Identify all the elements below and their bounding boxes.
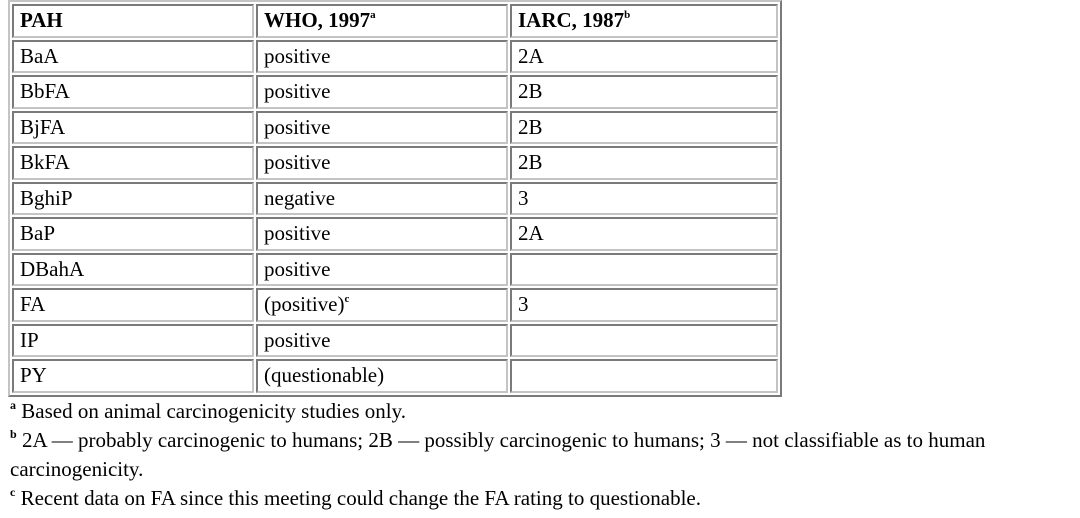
cell-who-footnote-mark: c: [344, 293, 350, 306]
table-row: [12, 253, 778, 287]
cell-pah: BbFA: [12, 75, 254, 109]
cell-who: [256, 217, 508, 251]
cell-who-value: (positive): [264, 292, 345, 317]
footnote-b-mark: b: [10, 427, 17, 441]
cell-who-value: positive: [264, 327, 331, 352]
cell-who: [256, 40, 508, 74]
footnote-c-text: Recent data on FA since this meeting could change the FA rating to questionable.: [15, 486, 701, 510]
cell-who: [256, 146, 508, 180]
cell-who-value: positive: [264, 221, 331, 246]
cell-iarc: [510, 324, 778, 358]
table-row: [12, 182, 778, 216]
cell-pah: BghiP: [12, 182, 254, 216]
header-pah-label: PAH: [20, 8, 63, 33]
cell-iarc: 2B: [510, 111, 778, 145]
footnote-c-mark: c: [10, 485, 16, 499]
cell-who-value: positive: [264, 114, 331, 139]
cell-pah: BjFA: [12, 111, 254, 145]
table-row: [12, 324, 778, 358]
cell-iarc: [510, 253, 778, 287]
cell-pah: PY: [12, 359, 254, 393]
table-row: [12, 217, 778, 251]
footnote-b: [10, 426, 1080, 484]
cell-iarc: 2B: [510, 146, 778, 180]
cell-pah: BaP: [12, 217, 254, 251]
table-footnotes: [10, 397, 1080, 513]
cell-pah: IP: [12, 324, 254, 358]
cell-who-value: (questionable): [264, 363, 385, 388]
header-who-footnote-mark: a: [370, 9, 376, 22]
cell-who: [256, 253, 508, 287]
table-row: [12, 111, 778, 145]
cell-iarc: [510, 359, 778, 393]
cell-iarc: 2A: [510, 217, 778, 251]
header-iarc: [510, 4, 778, 38]
table-row: [12, 40, 778, 74]
pah-classification-table: [8, 0, 782, 397]
cell-who-value: positive: [264, 43, 331, 68]
cell-who: [256, 324, 508, 358]
header-who-label: WHO, 1997: [264, 8, 371, 33]
cell-who: [256, 75, 508, 109]
cell-pah: BaA: [12, 40, 254, 74]
table-row: [12, 75, 778, 109]
cell-who-value: positive: [264, 150, 331, 175]
table-row: [12, 146, 778, 180]
table-row: [12, 288, 778, 322]
cell-pah: BkFA: [12, 146, 254, 180]
header-pah: [12, 4, 254, 38]
footnote-b-text: 2A — probably carcinogenic to humans; 2B — possibly carcinogenic to humans; 3 — not classifiable as to human carcinogenicity.: [10, 428, 986, 481]
cell-iarc: 3: [510, 288, 778, 322]
cell-who: [256, 359, 508, 393]
table-row: [12, 359, 778, 393]
footnote-a-text: Based on animal carcinogenicity studies only.: [16, 399, 406, 423]
cell-pah: DBahA: [12, 253, 254, 287]
cell-iarc: 2A: [510, 40, 778, 74]
cell-who: [256, 182, 508, 216]
header-iarc-footnote-mark: b: [624, 9, 631, 22]
cell-who: [256, 111, 508, 145]
cell-iarc: 2B: [510, 75, 778, 109]
cell-who-value: negative: [264, 185, 336, 210]
footnote-c: [10, 484, 1080, 513]
header-iarc-label: IARC, 1987: [518, 8, 625, 33]
header-who: [256, 4, 508, 38]
cell-who: [256, 288, 508, 322]
cell-who-value: positive: [264, 256, 331, 281]
footnote-a: [10, 397, 1080, 426]
footnote-a-mark: a: [10, 398, 16, 412]
cell-pah: FA: [12, 288, 254, 322]
table-header-row: [12, 4, 778, 38]
cell-who-value: positive: [264, 79, 331, 104]
cell-iarc: 3: [510, 182, 778, 216]
